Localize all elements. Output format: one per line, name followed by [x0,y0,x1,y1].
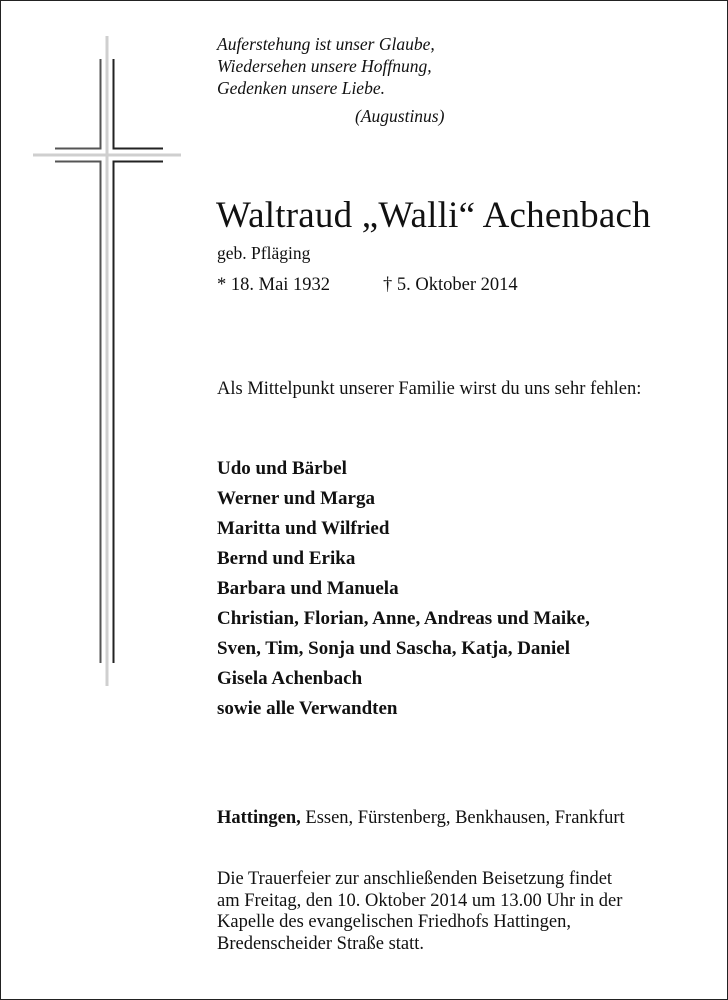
christian-cross-icon [0,0,200,700]
mourner-entry: Barbara und Manuela [217,578,399,599]
cross-outline-top-right [114,59,164,149]
mourner-entry: Sven, Tim, Sonja und Sascha, Katja, Daniel [217,638,570,659]
birth-name: geb. Pfläging [217,243,311,263]
quote-line: Gedenken unsere Liebe. [217,78,385,98]
quote-line: Auferstehung ist unser Glaube, [217,34,435,54]
mourner-entry: Maritta und Wilfried [217,518,390,539]
places-others: Essen, Fürstenberg, Benkhausen, Frankfurt [305,808,625,828]
funeral-line: am Freitag, den 10. Oktober 2014 um 13.00 Uhr in der [217,890,623,911]
quote-line: Wiedersehen unsere Hoffnung, [217,56,432,76]
intro-text: Als Mittelpunkt unserer Familie wirst du uns sehr fehlen: [217,379,642,399]
mourner-entry: Gisela Achenbach [217,668,363,689]
mourner-entry: Christian, Florian, Anne, Andreas und Maike, [217,608,590,629]
cross-outline-bottom-right [114,162,164,664]
funeral-info [217,869,717,955]
mourner-entry: Werner und Marga [217,488,375,509]
deceased-name: Waltraud „Walli“ Achenbach [216,195,651,236]
death-date: † 5. Oktober 2014 [383,275,518,295]
funeral-line: Kapelle des evangelischen Friedhofs Hattingen, [217,912,571,932]
cross-outline-top-left [55,59,101,149]
cross-outline-bottom-left [55,162,101,664]
mourner-entry: Udo und Bärbel [217,458,347,479]
funeral-line: Bredenscheider Straße statt. [217,933,425,954]
quote [217,33,435,99]
funeral-line: Die Trauerfeier zur anschließenden Beisetzung findet [217,869,613,889]
place-main: Hattingen, [217,808,301,828]
mourners-list [217,454,590,724]
mourner-entry: sowie alle Verwandten [217,698,398,719]
birth-date: * 18. Mai 1932 [217,275,331,295]
quote-author: (Augustinus) [355,106,445,126]
life-dates [217,275,518,296]
places-line [217,808,625,829]
mourner-entry: Bernd und Erika [217,548,356,569]
